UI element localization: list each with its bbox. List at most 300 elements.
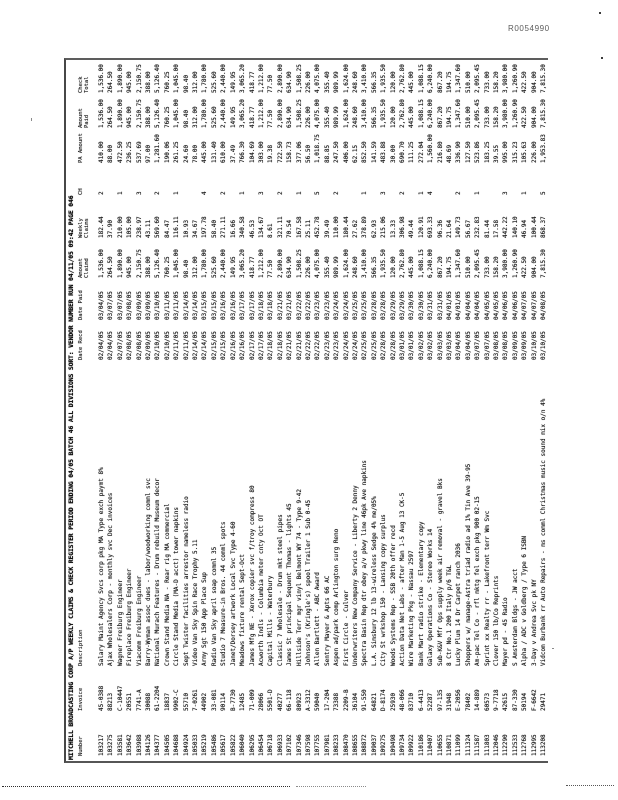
cell-ch: 3 [257,191,265,195]
cell-pa_amount: 1,560.00 [427,134,435,163]
cell-weekly_claims: 84.47 [163,219,171,238]
cell-description: Shoppers w/ manage-Astra triad radio ad 1% Tin Ave 39-95 [464,463,472,666]
cell-description: City St wrkshop 150 - Lansing copy surplus [380,514,388,666]
cell-ch: 3 [135,191,143,195]
table-body [97,56,549,761]
cell-number: 104377 [154,734,162,756]
cell-check_total: 2,150.75 [135,64,143,93]
cell-description: Salary Maint Agency Svcs corp pkg MA Type exch paymt 8% [98,467,105,666]
table-row [172,56,181,761]
cell-number: 107755 [314,734,322,756]
cell-date_recd: 03/01/05 [399,331,406,360]
cell-amount_claimed: 6,240.00 [427,249,435,278]
cell-amount_paid: 120.00 [389,106,397,128]
cell-description: Wagner Freiburg Engineer [116,579,124,666]
cell-invoice: 42615 [502,692,510,711]
cell-date_paid: 04/05/05 [493,291,501,320]
cell-date_recd: 02/18/05 [267,331,275,360]
cell-date_paid: 03/07/05 [107,291,115,320]
cell-invoice: 80923 [295,692,303,711]
cell-amount_claimed: 5,126.40 [154,249,162,278]
table-header-row [78,56,96,761]
cell-date_recd: 02/04/05 [98,331,105,360]
cell-check_total: 388.00 [145,71,153,93]
cell-amount_claimed: 418.77 [248,256,256,278]
cell-description: Studio 7 Measure-in Bros. 44 comml spots [220,521,228,666]
cell-amount_claimed: 1,935.50 [380,249,388,278]
cell-number: 112533 [511,734,519,756]
cell-date_paid: 03/09/05 [135,291,143,320]
cell-ch: 3 [380,191,388,195]
cell-date_recd: 02/16/05 [239,331,247,360]
cell-description: Sentry Mayer & Apts 66 AC [323,575,331,666]
cell-amount_claimed: 355.40 [323,256,331,278]
cell-amount_paid: 1,508.25 [295,99,303,128]
cell-date_paid: 03/30/05 [417,291,425,320]
cell-date_recd: 03/09/05 [511,331,519,360]
cell-pa_amount: 410.00 [98,141,105,163]
cell-invoice: F-6642 [530,689,538,711]
table-row [313,56,322,761]
cell-date_recd: 02/14/05 [201,331,209,360]
cell-invoice: 12485 [239,692,247,711]
cell-date_paid: 03/11/05 [173,291,181,320]
cell-number: 111803 [483,734,491,756]
cell-amount_claimed: 1,260.90 [511,249,519,278]
cell-weekly_claims: 442.22 [502,216,510,238]
cell-weekly_claims: 210.00 [116,216,124,238]
cell-description: L.A. Simsbury 12 lb 13-wireless Sedge 4% me/05% [370,496,378,666]
table-row [417,56,426,761]
cell-check_total: 226.00 [304,71,312,93]
cell-weekly_claims: 452.78 [314,216,322,238]
cell-pa_amount: 24.60 [182,144,190,163]
cell-date_recd: 03/08/05 [493,331,501,360]
table-row [342,56,351,761]
table-row [266,56,275,761]
cell-pa_amount: 131.40 [210,141,218,163]
cell-amount_paid: 1,624.00 [342,99,350,128]
cell-invoice: 73388 [333,692,341,711]
cell-weekly_claims: 197.78 [201,216,209,238]
cell-amount_claimed: 1,045.00 [173,249,181,278]
cell-invoice: 9-7718 [493,689,501,711]
table-row [530,56,539,761]
cell-amount_claimed: 1,088.15 [417,249,425,278]
scan-artifact-dotted-line [2,786,290,787]
cell-description: Sept Twister facilities arrestor nameless radio [182,496,190,666]
cell-ch: 1 [173,191,181,195]
cell-pa_amount: 272.04 [417,141,425,163]
cell-number: 107598 [304,734,312,756]
scan-artifact-dotted-line [566,785,614,786]
cell-weekly_claims: 27.62 [351,219,359,238]
cell-pa_amount: 247.50 [333,141,341,163]
cell-weekly_claims: 167.58 [295,216,303,238]
cell-ch: 1 [116,191,124,195]
cell-amount_claimed: 566.35 [370,256,378,278]
cell-amount_paid: 904.00 [530,106,538,128]
cell-weekly_claims: 58.40 [210,219,218,238]
cell-number: 106933 [276,734,284,756]
cell-amount_paid: 388.00 [145,106,153,128]
cell-pa_amount: 88.85 [323,144,331,163]
table-row [407,56,416,761]
cell-number: 103217 [98,734,105,756]
cell-weekly_claims: 43.11 [145,219,153,238]
cell-check_total: 904.00 [530,71,538,93]
table-row [351,56,360,761]
cell-date_paid: 03/28/05 [370,291,378,320]
cell-check_total: 510.00 [464,71,472,93]
cell-weekly_claims: 49.44 [408,219,416,238]
cell-date_paid: 03/31/05 [436,291,444,320]
cell-date_recd: 02/21/05 [286,331,294,360]
cell-amount_claimed: 2,095.45 [474,249,482,278]
cell-amount_paid: 1,935.50 [380,99,388,128]
cell-pa_amount: 261.25 [173,141,181,163]
cell-check_total: 264.50 [107,71,115,93]
cell-date_recd: 02/28/05 [389,331,397,360]
cell-amount_claimed: 2,762.80 [399,249,406,278]
cell-number: 113208 [540,734,548,756]
cell-description: Radio Van Sky april soap comml 35 [210,546,218,666]
cell-number: 109734 [399,734,406,756]
cell-weekly_claims: 81.44 [483,219,491,238]
cell-number: 110407 [427,734,435,756]
cell-weekly_claims: 232.83 [474,216,482,238]
cell-check_total: 760.25 [163,71,171,93]
cell-date_paid: 03/25/05 [361,291,369,320]
table-row [426,56,435,761]
cell-description: Janet/Dorsey artwork Local Svc Type 4-60 [229,521,237,666]
cell-number: 111587 [474,734,482,756]
cell-amount_paid: 760.25 [163,106,171,128]
table-row [238,56,247,761]
cell-amount_claimed: 158.20 [493,256,501,278]
cell-amount_paid: 4,075.00 [314,99,322,128]
cell-description: Alpha / ADC v Goldberg / Type 6 ISBN [521,535,529,666]
cell-invoice: 25930 [389,692,397,711]
cell-date_recd: 03/01/05 [408,331,416,360]
cell-description: Aspen ad/park comp Arlington surg Reno [333,528,341,666]
cell-check_total: 98.40 [182,74,190,93]
cell-ch: 1 [417,191,425,195]
cell-amount_claimed: 248.60 [351,256,359,278]
cell-pa_amount: 406.00 [342,141,350,163]
cell-weekly_claims: 34.67 [192,219,200,238]
cell-amount_paid: 634.90 [286,106,294,128]
cell-ch: 4 [427,191,435,195]
cell-description: James St principal Sequent Thomas - lights 45 [286,503,294,666]
cell-amount_paid: 158.20 [493,106,501,128]
cell-amount_paid: 3,065.20 [239,99,247,128]
cell-number: 108872 [361,734,369,756]
scan-artifact-speck [31,118,32,121]
cell-check_total: 77.50 [267,74,275,93]
cell-weekly_claims: 140.10 [511,216,519,238]
cell-number: 109275 [380,734,388,756]
table-row [511,56,520,761]
cell-invoice: B-7730 [229,689,237,711]
cell-number: 104126 [145,734,153,756]
cell-ch: 2 [455,191,463,195]
cell-amount_claimed: 1,536.00 [98,249,105,278]
cell-invoice: 45-0388 [98,685,105,711]
cell-date_paid: 03/21/05 [276,291,284,320]
cell-amount_paid: 98.40 [182,109,190,128]
cell-pa_amount: 30.00 [389,144,397,163]
cell-check_total: 2,762.80 [399,64,406,93]
table-row [125,56,134,761]
cell-date_paid: 03/18/05 [257,291,265,320]
cell-pa_amount: 226.00 [530,141,538,163]
cell-amount_claimed: 510.00 [464,256,472,278]
cell-weekly_claims: 215.06 [380,216,388,238]
scan-artifact-speck [599,12,601,14]
cell-date_paid: 03/04/05 [98,291,105,320]
cell-check_total: 4,075.00 [314,64,322,93]
cell-check_total: 1,260.90 [511,64,519,93]
cell-pa_amount: 37.49 [229,144,237,163]
cell-weekly_claims: 37.90 [107,219,115,238]
cell-check_total: 1,347.60 [455,64,463,93]
cell-description: Allen Bartlett - ABC Award [314,572,322,666]
cell-check_total: 989.99 [333,71,341,93]
cell-number: 103642 [126,734,134,756]
cell-description: Classic 7 Wholesale - Drum mkt steel pipes [276,514,284,666]
cell-check_total: 1,780.00 [201,64,209,93]
cell-date_recd: 02/14/05 [192,331,200,360]
cell-date_paid: 04/01/05 [455,291,463,320]
table-row [436,56,445,761]
table-row [539,56,548,761]
cell-date_recd: 02/11/05 [173,331,181,360]
cell-number: 109922 [408,734,416,756]
cell-check_total: 7,815.30 [540,64,548,93]
cell-date_recd: 03/10/05 [540,331,548,360]
column-header-ch: CH [78,188,84,195]
cell-number: 103581 [116,734,124,756]
cell-amount_paid: 1,780.00 [201,99,209,128]
cell-ch: 3 [502,191,510,195]
column-header-weekly_claims: Weekly Claims [78,218,90,238]
cell-date_paid: 03/22/05 [304,291,312,320]
cell-date_paid: 03/29/05 [399,291,406,320]
cell-check_total: 1,624.00 [342,64,350,93]
cell-description: Lucky Plum 14 Dr Carpet ranch 2036 [455,543,463,666]
report-title: MITCHELL BROADCASTING CORP A/P WEEKLY CLAIMS & CHECK REGISTER PERIOD ENDING 04/05 BATCH 46 ALL DIVISIONS SORT: VENDOR NUMBER RUN 04/11/05 09:42 PAGE 046 [67,195,75,760]
cell-check_total: 194.75 [446,71,454,93]
cell-description: Viacomm Freiburg Engineer [135,575,143,666]
cell-date_recd: 03/04/05 [455,331,463,360]
cell-number: 111099 [455,734,463,756]
cell-amount_claimed: 867.20 [436,256,444,278]
cell-ch: 5 [540,191,548,195]
cell-check_total: 2,440.00 [220,64,228,93]
cell-amount_paid: 1,347.60 [455,99,463,128]
cell-date_paid: 03/25/05 [351,291,359,320]
table-row [304,56,313,761]
cell-check_total: 418.77 [248,71,256,93]
cell-number: 108470 [342,734,350,756]
cell-date_paid: 03/17/05 [248,291,256,320]
cell-invoice: 20551 [126,692,134,711]
cell-description: 8 Ctr No.1 200 Italy p/6 T&L [446,564,454,666]
cell-pa_amount: 722.50 [276,141,284,163]
cell-check_total: 634.90 [286,71,294,93]
cell-date_recd: 03/10/05 [530,331,538,360]
cell-weekly_claims: 8.61 [267,223,275,238]
cell-check_total: 1,088.15 [417,64,425,93]
cell-date_paid: 03/22/05 [295,291,303,320]
cell-weekly_claims: 10.93 [182,219,190,238]
cell-date_paid: 03/16/05 [220,291,228,320]
table-row [398,56,407,761]
cell-date_paid: 03/28/05 [380,291,388,320]
cell-pa_amount: 1,281.60 [154,134,162,163]
table-row [389,56,398,761]
cell-weekly_claims: 238.97 [135,216,143,238]
cell-amount_claimed: 1,508.25 [295,249,303,278]
cell-description: Woods Systems Rep - SSB 20th offer recd [389,525,397,666]
cell-amount_claimed: 422.50 [521,256,529,278]
bates-number: R0054990 [508,24,550,33]
cell-invoice: 78402 [464,692,472,711]
cell-weekly_claims: 110.00 [333,216,341,238]
cell-amount_paid: 525.60 [210,106,218,128]
cell-amount_claimed: 120.00 [389,256,397,278]
cell-description: Crown Stand Media NA - Rear rig MA commercial [163,503,171,666]
scan-artifact-dotted-line [296,786,366,787]
cell-pa_amount: 537.69 [135,141,143,163]
cell-date_recd: 02/23/05 [333,331,341,360]
table-row [520,56,529,761]
cell-amount_paid: 226.00 [304,106,312,128]
cell-pa_amount: 39.55 [493,144,501,163]
column-header-pa_amount: PA Amount [78,133,84,163]
cell-date_paid: 03/15/05 [201,291,209,320]
table-row [323,56,332,761]
cell-invoice: 18837 [163,692,171,711]
cell-pa_amount: 483.88 [380,141,388,163]
cell-invoice: 50194 [521,692,529,711]
cell-amount_paid: 194.75 [446,106,454,128]
scan-artifact-speck [601,57,603,59]
cell-description: James Mfg NE - Xerox copier svc f/troy compress 80 [248,485,256,666]
table-row [445,56,454,761]
cell-pa_amount: 141.59 [370,141,378,163]
table-row [332,56,341,761]
cell-invoice: 14-889 [474,689,482,711]
column-header-description: Description [78,629,84,666]
cell-check_total: 3,065.20 [239,64,247,93]
table-row [219,56,228,761]
cell-date_recd: 03/02/05 [427,331,435,360]
cell-pa_amount: 303.00 [257,141,265,163]
cell-pa_amount: 852.50 [361,141,369,163]
cell-ch: 2 [98,191,105,195]
cell-amount_paid: 2,762.80 [399,99,406,128]
cell-amount_claimed: 194.75 [446,256,454,278]
cell-invoice: 31948 [446,692,454,711]
table-row [360,56,369,761]
cell-check_total: 566.35 [370,71,378,93]
cell-description: Galaxy Operations Co - Stereo Works 14 [427,528,435,666]
cell-number: 108233 [333,734,341,756]
cell-invoice: 52287 [427,692,435,711]
cell-date_paid: 04/08/05 [540,291,548,320]
cell-date_paid: 03/30/05 [408,291,416,320]
cell-number: 112768 [521,734,529,756]
cell-invoice: 59040 [314,692,322,711]
cell-amount_claimed: 3,065.20 [239,249,247,278]
cell-invoice: 33-081 [210,689,218,711]
cell-check_total: 158.20 [493,71,501,93]
cell-check_total: 422.50 [521,71,529,93]
cell-number: 112046 [493,734,501,756]
cell-invoice: 66-118 [286,689,294,711]
cell-number: 105033 [192,734,200,756]
cell-amount_paid: 1,536.00 [98,99,105,128]
cell-amount_claimed: 945.00 [126,256,134,278]
cell-invoice: 60573 [483,692,491,711]
cell-amount_paid: 945.00 [126,106,134,128]
cell-invoice: 7-0261 [192,689,200,711]
cell-description: Underwriters New Company Service - Liberty 2 Denny [351,485,359,666]
table-row [135,56,144,761]
cell-invoice: 55710 [182,692,190,711]
cell-date_recd: 03/07/05 [483,331,491,360]
column-header-number: Number [78,736,84,756]
cell-ch: 1 [474,191,482,195]
cell-amount_claimed: 3,410.00 [361,249,369,278]
cell-check_total: 120.00 [389,71,397,93]
cell-number: 107346 [295,734,303,756]
column-header-check_total: Check Total [78,76,90,93]
cell-amount_paid: 867.20 [436,106,444,128]
cell-date_paid: 03/18/05 [267,291,275,320]
cell-amount_paid: 989.99 [333,106,341,128]
table-row [163,56,172,761]
cell-amount_claimed: 525.60 [210,256,218,278]
cell-number: 110871 [446,734,454,756]
cell-weekly_claims: 693.33 [427,216,435,238]
cell-number: 105822 [229,734,237,756]
cell-check_total: 1,935.50 [380,64,388,93]
column-header-amount_paid: Amount Paid [78,108,90,128]
cell-amount_paid: 149.95 [229,106,237,128]
cell-amount_claimed: 1,212.00 [257,249,265,278]
cell-invoice: 87-330 [511,689,519,711]
cell-amount_paid: 3,410.00 [361,99,369,128]
cell-date_recd: 02/22/05 [314,331,322,360]
cell-amount_paid: 7,815.30 [540,99,548,128]
cell-ch: 2 [220,191,228,195]
table-row [501,56,510,761]
cell-date_paid: 04/04/05 [474,291,482,320]
cell-description: Circle Stand Media (MA-D acct) tower napkins [173,507,181,666]
cell-date_paid: 03/11/05 [163,291,171,320]
cell-invoice: 28066 [257,692,265,711]
table-row [191,56,200,761]
cell-ch: 1 [361,191,369,195]
cell-pa_amount: 472.50 [116,141,124,163]
cell-date_recd: 02/18/05 [276,331,284,360]
cell-date_paid: 03/31/05 [427,291,435,320]
cell-ch: 4 [201,191,209,195]
cell-description: Sprint xx Realty rr - Lakefront terr Wm Svc [483,510,491,666]
